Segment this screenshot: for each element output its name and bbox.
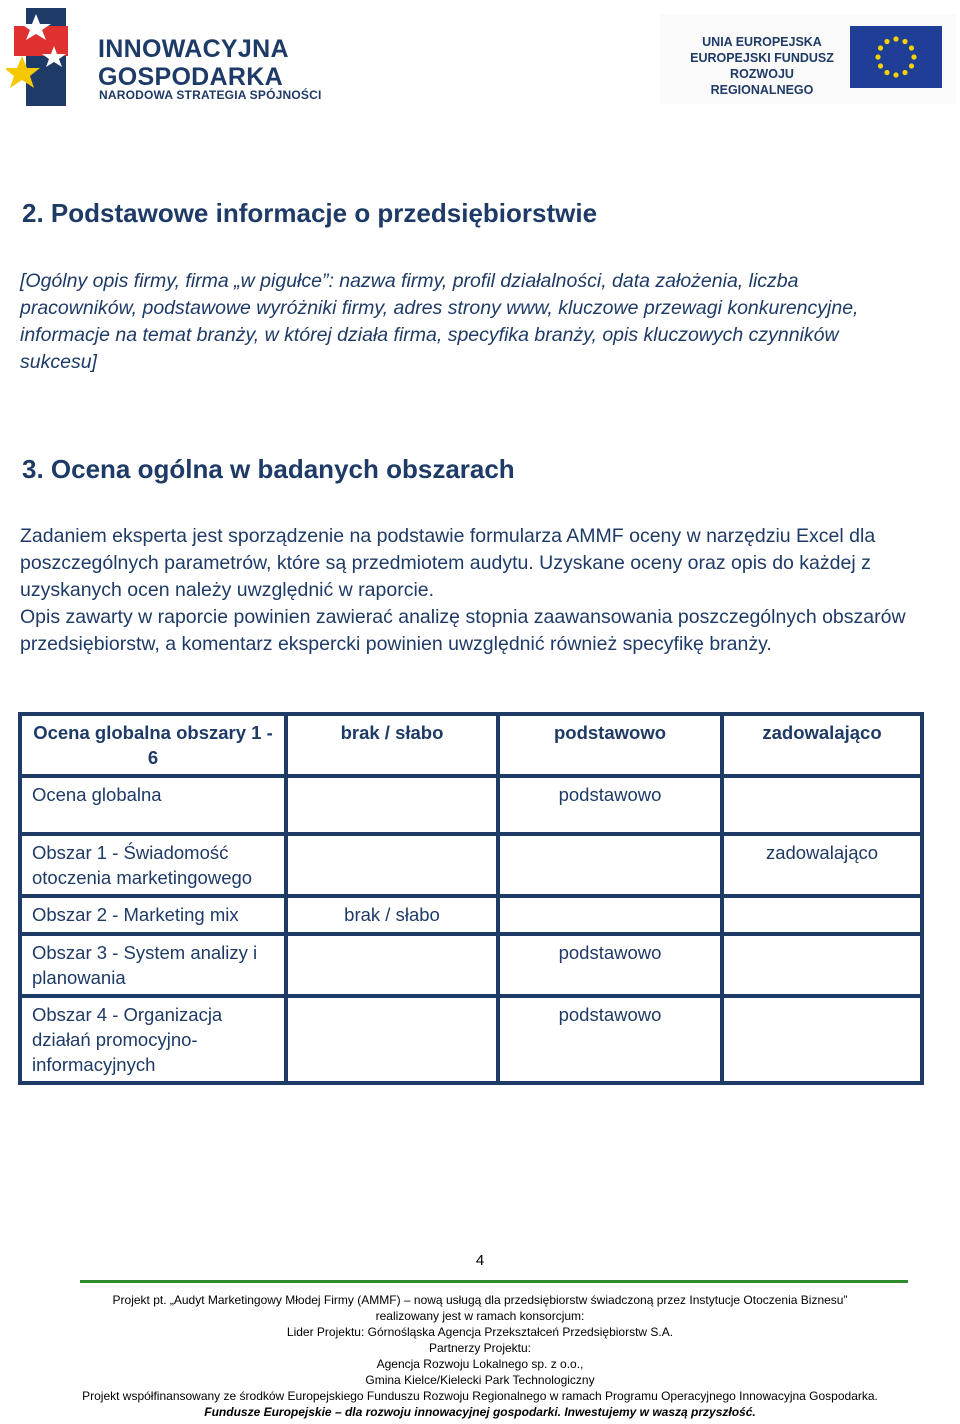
table-row xyxy=(20,896,922,934)
row-label: Obszar 1 - Świadomość otoczenia marketingowego xyxy=(20,834,286,896)
rating-satisfactory xyxy=(722,896,922,934)
stars-logo-icon xyxy=(6,6,86,110)
rating-low xyxy=(286,996,498,1083)
row-label: Obszar 3 - System analizy i planowania xyxy=(20,934,286,996)
rating-low xyxy=(286,834,498,896)
section-3-body xyxy=(20,523,920,658)
eu-line-3: ROZWOJU REGIONALNEGO xyxy=(710,67,814,97)
table-row xyxy=(20,934,922,996)
table-header-row xyxy=(20,714,922,776)
table-row xyxy=(20,776,922,834)
header-cell-satisfactory: zadowalająco xyxy=(722,714,922,776)
rating-basic xyxy=(498,896,722,934)
footer-line-4: Partnerzy Projektu: xyxy=(428,1341,532,1355)
header-cell-area: Ocena globalna obszary 1 - 6 xyxy=(20,714,286,776)
rating-low xyxy=(286,776,498,834)
rating-satisfactory xyxy=(722,776,922,834)
footer xyxy=(0,1292,960,1420)
footer-line-3: Lider Projektu: Górnośląska Agencja Przekształceń Przedsiębiorstw S.A. xyxy=(286,1325,674,1339)
eu-logo-text xyxy=(680,34,844,98)
assessment-table xyxy=(18,712,924,1085)
section-3-paragraph-2: Opis zawarty w raporcie powinien zawierać analizę stopnia zaawansowania poszczególnych obszarów przedsiębiorstw, a komentarz ekspercki powinien uwzględnić również specyfikę branży. xyxy=(20,606,906,655)
eu-line-2: EUROPEJSKI FUNDUSZ xyxy=(690,51,834,65)
logo-line-2: GOSPODARKA xyxy=(98,63,283,91)
page-number: 4 xyxy=(475,1252,485,1269)
row-label: Ocena globalna xyxy=(20,776,286,834)
row-label: Obszar 4 - Organizacja działań promocyjno-informacyjnych xyxy=(20,996,286,1083)
section-3-heading: 3. Ocena ogólna w badanych obszarach xyxy=(22,454,515,484)
rating-basic: podstawowo xyxy=(498,934,722,996)
innowacyjna-gospodarka-logo xyxy=(6,6,326,110)
eu-logo xyxy=(660,14,956,104)
footer-line-6: Gmina Kielce/Kielecki Park Technologiczny xyxy=(365,1373,595,1387)
header-cell-basic: podstawowo xyxy=(498,714,722,776)
row-label: Obszar 2 - Marketing mix xyxy=(20,896,286,934)
section-2-heading: 2. Podstawowe informacje o przedsiębiorstwie xyxy=(22,198,598,228)
header-cell-low: brak / słabo xyxy=(286,714,498,776)
rating-basic: podstawowo xyxy=(498,996,722,1083)
section-3-paragraph-1: Zadaniem eksperta jest sporządzenie na podstawie formularza AMMF oceny w narzędziu Excel dla poszczególnych parametrów, które są przedmiotem audytu. Uzyskane oceny oraz opis do każdej z uzyskanych ocen należy uwzględnić w raporcie. xyxy=(20,525,876,601)
logo-line-3: NARODOWA STRATEGIA SPÓJNOŚCI xyxy=(99,88,322,102)
rating-satisfactory: zadowalająco xyxy=(722,834,922,896)
eu-flag-icon xyxy=(850,26,942,88)
rating-satisfactory xyxy=(722,934,922,996)
footer-line-2: realizowany jest w ramach konsorcjum: xyxy=(375,1309,585,1323)
rating-low xyxy=(286,934,498,996)
logo-line-1: INNOWACYJNA xyxy=(98,35,289,63)
footer-line-1: Projekt pt. „Audyt Marketingowy Młodej Firmy (AMMF) – nową usługą dla przedsiębiorstw świadczoną przez Instytucje Otoczenia Biznesu” xyxy=(112,1293,848,1307)
footer-divider xyxy=(80,1280,908,1283)
footer-line-8: Fundusze Europejskie – dla rozwoju innowacyjnej gospodarki. Inwestujemy w waszą przyszłość. xyxy=(204,1405,756,1419)
table-row xyxy=(20,996,922,1083)
table-row xyxy=(20,834,922,896)
rating-low: brak / słabo xyxy=(286,896,498,934)
rating-basic: podstawowo xyxy=(498,776,722,834)
section-2-intro: [Ogólny opis firmy, firma „w pigułce”: nazwa firmy, profil działalności, data założenia, liczba pracowników, podstawowe wyróżniki firmy, adres strony www, kluczowe przewagi konkurencyjne, informacje na temat branży, w której działa firma, specyfika branży, opis kluczowych czynników sukcesu] xyxy=(20,270,859,373)
rating-basic xyxy=(498,834,722,896)
eu-line-1: UNIA EUROPEJSKA xyxy=(702,35,822,49)
footer-line-7: Projekt współfinansowany ze środków Europejskiego Funduszu Rozwoju Regionalnego w ramach Programu Operacyjnego Innowacyjna Gospodarka. xyxy=(82,1389,878,1403)
rating-satisfactory xyxy=(722,996,922,1083)
footer-line-5: Agencja Rozwoju Lokalnego sp. z o.o., xyxy=(376,1357,584,1371)
